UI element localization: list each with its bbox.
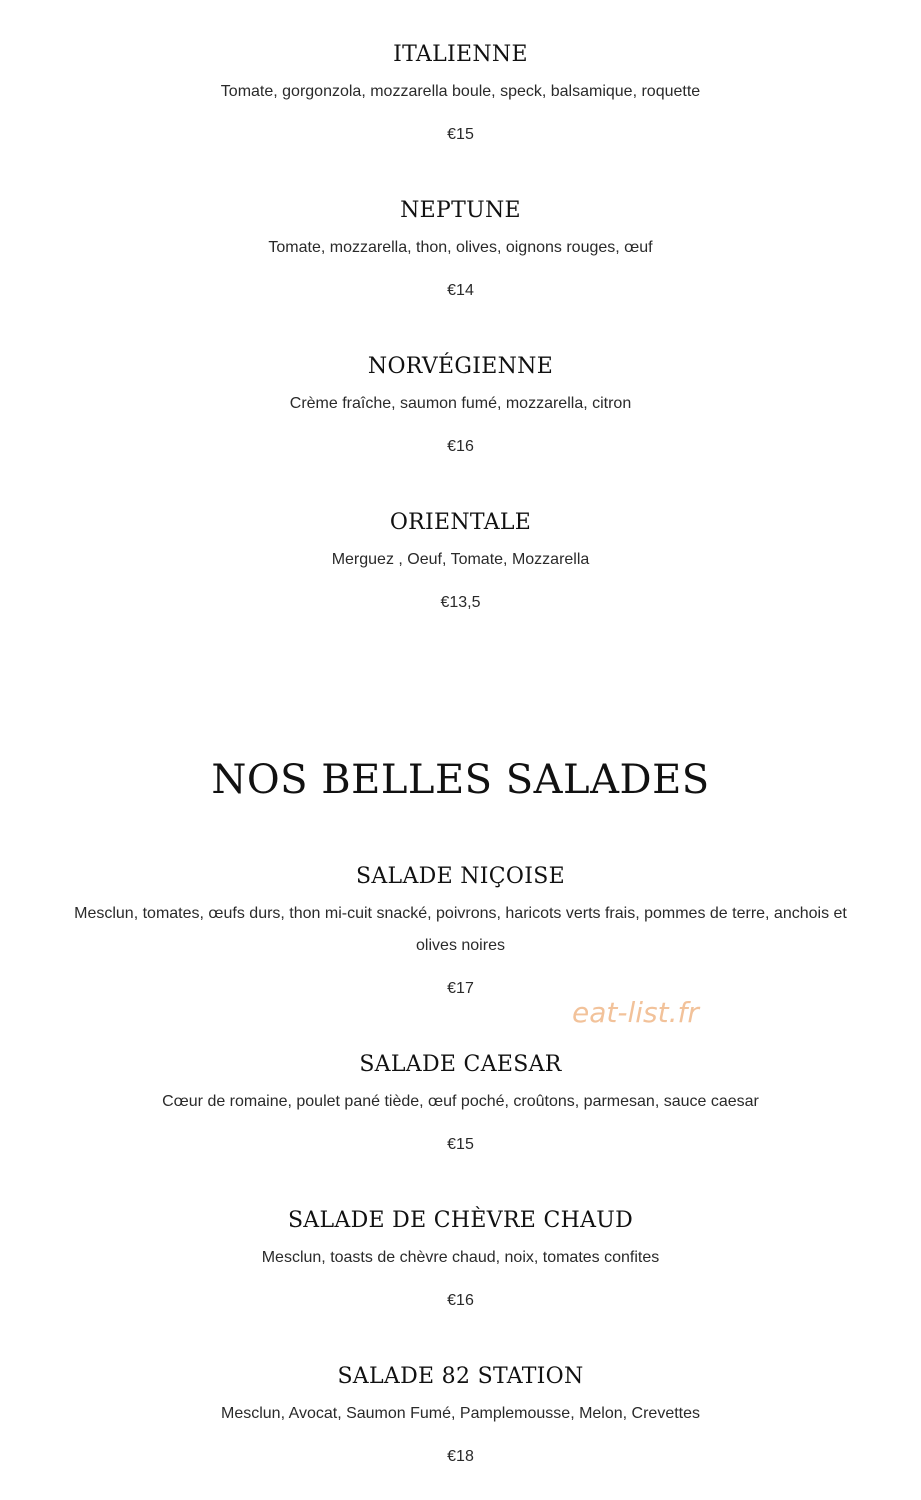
item-description: Mesclun, Avocat, Saumon Fumé, Pamplemousse, Melon, Crevettes [220, 1405, 701, 1422]
item-description: Mesclun, tomates, œufs durs, thon mi-cuit snacké, poivrons, haricots verts frais, pommes de terre, anchois et olives noires [74, 905, 847, 954]
item-name: SALADE NIÇOISE [356, 864, 565, 889]
item-name: SALADE DE CHÈVRE CHAUD [287, 1208, 634, 1233]
menu-item-salade-82-station [0, 1363, 921, 1467]
item-description: Merguez , Oeuf, Tomate, Mozzarella [331, 551, 590, 568]
item-price: €15 [447, 126, 474, 143]
item-price: €14 [447, 282, 474, 299]
item-description: Tomate, mozzarella, thon, olives, oignons rouges, œuf [268, 239, 653, 256]
item-description: Tomate, gorgonzola, mozzarella boule, speck, balsamique, roquette [220, 83, 701, 100]
item-price: €18 [447, 1448, 474, 1465]
item-name: SALADE 82 STATION [337, 1364, 584, 1389]
item-price: €13,5 [440, 594, 481, 611]
menu-item-italienne [0, 41, 921, 145]
item-name: NEPTUNE [400, 198, 521, 223]
item-price: €15 [447, 1136, 474, 1153]
item-description: Crème fraîche, saumon fumé, mozzarella, citron [289, 395, 632, 412]
menu-item-orientale [0, 509, 921, 613]
item-description: Cœur de romaine, poulet pané tiède, œuf poché, croûtons, parmesan, sauce caesar [162, 1093, 759, 1110]
item-description: Mesclun, toasts de chèvre chaud, noix, tomates confites [261, 1249, 660, 1266]
item-price: €16 [447, 1292, 474, 1309]
item-name: ORIENTALE [389, 510, 532, 535]
menu-item-neptune [0, 197, 921, 301]
watermark-text: eat-list.fr [572, 996, 699, 1029]
menu-item-norvegienne [0, 353, 921, 457]
item-name: ITALIENNE [393, 42, 528, 67]
item-name: NORVÉGIENNE [367, 354, 554, 379]
item-price: €17 [447, 980, 474, 997]
section-title-salades: NOS BELLES SALADES [211, 757, 710, 803]
item-name: SALADE CAESAR [359, 1052, 562, 1077]
menu-item-salade-chevre-chaud [0, 1207, 921, 1311]
menu-item-salade-nicoise [0, 863, 921, 999]
item-price: €16 [447, 438, 474, 455]
menu-item-salade-caesar [0, 1051, 921, 1155]
